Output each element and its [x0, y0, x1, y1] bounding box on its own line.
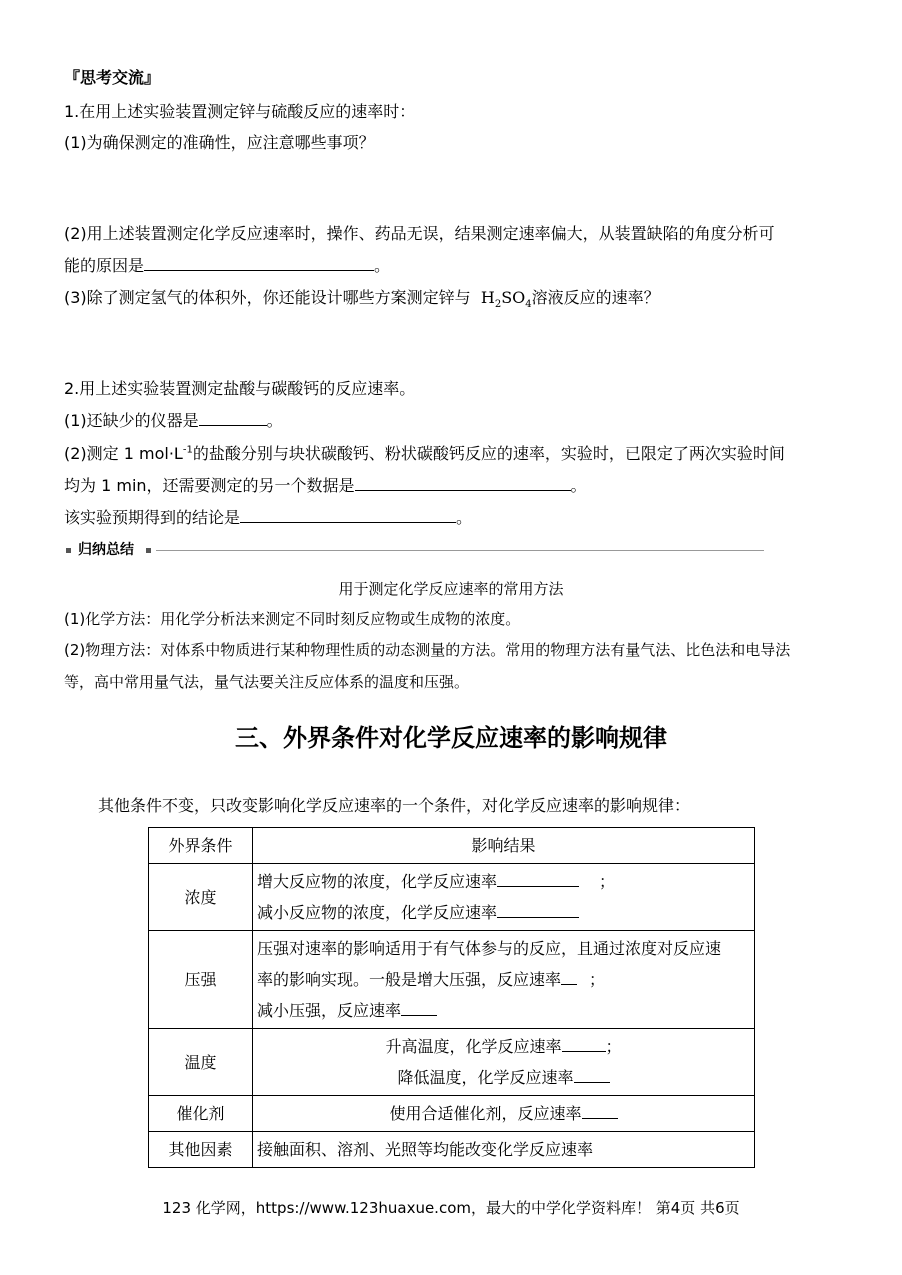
- pressure-line-3: 减小压强，反应速率: [257, 1001, 402, 1020]
- period: 。: [266, 411, 283, 430]
- answer-blank[interactable]: [497, 901, 579, 918]
- answer-blank[interactable]: [497, 870, 579, 887]
- square-bullet-icon: [146, 548, 151, 553]
- question-2-2-line2: [64, 474, 587, 498]
- semicolon: ；: [605, 1037, 622, 1056]
- summary-title: 用于测定化学反应速率的常用方法: [338, 580, 564, 598]
- page-footer: 123 化学网，https://www.123huaxue.com，最大的中学化学资料库！ 第4页 共6页: [162, 1199, 740, 1217]
- summary-point-1: (1)化学方法：用化学分析法来测定不同时刻反应物或生成物的浓度。: [64, 610, 521, 628]
- row-label-pressure: 压强: [149, 931, 253, 1029]
- period: 。: [570, 476, 587, 495]
- h2so4-formula: $H_2SO_4$: [475, 288, 532, 311]
- conditions-table: [148, 827, 755, 1168]
- answer-blank[interactable]: [562, 1035, 606, 1052]
- square-bullet-icon: [66, 548, 71, 553]
- summary-point-2-line1: (2)物理方法：对体系中物质进行某种物理性质的动态测量的方法。常用的物理方法有量气法、比色法和电导法: [64, 641, 791, 659]
- question-1-2-text: 能的原因是: [64, 256, 145, 275]
- row-label-catalyst: 催化剂: [149, 1096, 253, 1132]
- row-result-catalyst: [253, 1096, 755, 1132]
- question-2-2-pre: (2)测定 1 mol·L: [64, 444, 183, 463]
- answer-blank[interactable]: [582, 1102, 618, 1119]
- row-label-concentration: 浓度: [149, 864, 253, 931]
- period: 。: [456, 508, 473, 527]
- row-result-concentration: [253, 864, 755, 931]
- table-header-row: [149, 828, 755, 864]
- question-2-2-line1: [64, 442, 785, 466]
- conclusion-text: 该实验预期得到的结论是: [64, 508, 241, 527]
- question-2-2-post: 的盐酸分别与块状碳酸钙、粉状碳酸钙反应的速率，实验时，已限定了两次实验时间: [192, 444, 785, 463]
- table-row: [149, 1096, 755, 1132]
- question-1-3-pre: (3)除了测定氢气的体积外，你还能设计哪些方案测定锌与: [64, 288, 471, 307]
- answer-blank[interactable]: [240, 506, 456, 523]
- table-row: [149, 864, 755, 931]
- question-1-3: [64, 286, 660, 310]
- think-header: 『思考交流』: [64, 68, 161, 87]
- table-row: [149, 931, 755, 1029]
- unit-exponent: -1: [182, 444, 193, 456]
- semicolon: ；: [599, 872, 616, 891]
- question-1: 1.在用上述实验装置测定锌与硫酸反应的速率时：: [64, 102, 416, 121]
- row-result-pressure: [253, 931, 755, 1029]
- question-2: 2.用上述实验装置测定盐酸与碳酸钙的反应速率。: [64, 379, 416, 398]
- row-label-other: 其他因素: [149, 1132, 253, 1168]
- answer-blank[interactable]: [574, 1066, 610, 1083]
- summary-label: 归纳总结: [78, 542, 134, 558]
- pressure-line-1: 压强对速率的影响适用于有气体参与的反应，且通过浓度对反应速: [257, 939, 722, 958]
- section-heading: 三、外界条件对化学反应速率的影响规律: [235, 723, 667, 752]
- summary-point-2-line2: 等，高中常用量气法，量气法要关注反应体系的温度和压强。: [64, 673, 470, 691]
- header-condition: 外界条件: [149, 828, 253, 864]
- row-result-other: 接触面积、溶剂、光照等均能改变化学反应速率: [253, 1132, 755, 1168]
- temperature-line-1: 升高温度，化学反应速率: [385, 1037, 562, 1056]
- table-row: [149, 1029, 755, 1096]
- table-row: [149, 1132, 755, 1168]
- header-result: 影响结果: [253, 828, 755, 864]
- answer-blank[interactable]: [561, 968, 577, 985]
- question-2-1-text: (1)还缺少的仪器是: [64, 411, 199, 430]
- catalyst-line-1: 使用合适催化剂，反应速率: [389, 1104, 582, 1123]
- answer-blank[interactable]: [199, 409, 267, 426]
- answer-blank[interactable]: [355, 474, 571, 491]
- question-2-conclusion: [64, 506, 472, 530]
- answer-blank[interactable]: [401, 999, 437, 1016]
- question-1-3-post: 溶液反应的速率？: [531, 288, 660, 307]
- row-label-temperature: 温度: [149, 1029, 253, 1096]
- section-intro: 其他条件不变，只改变影响化学反应速率的一个条件，对化学反应速率的影响规律：: [98, 796, 691, 815]
- answer-blank[interactable]: [144, 254, 374, 271]
- temperature-line-2: 降低温度，化学反应速率: [397, 1068, 574, 1087]
- concentration-line-2: 减小反应物的浓度，化学反应速率: [257, 903, 498, 922]
- question-2-2-text: 均为 1 min，还需要测定的另一个数据是: [64, 476, 355, 495]
- question-1-2-line1: (2)用上述装置测定化学反应速率时，操作、药品无误，结果测定速率偏大，从装置缺陷的角度分析可: [64, 224, 775, 243]
- pressure-line-2: 率的影响实现。一般是增大压强，反应速率: [257, 970, 562, 989]
- concentration-line-1: 增大反应物的浓度，化学反应速率: [257, 872, 498, 891]
- summary-bar: [64, 540, 704, 560]
- question-1-2-line2: [64, 254, 390, 278]
- period: 。: [374, 256, 391, 275]
- semicolon: ；: [589, 970, 606, 989]
- divider: [156, 550, 764, 551]
- question-2-1: [64, 409, 283, 433]
- question-1-1: (1)为确保测定的准确性，应注意哪些事项？: [64, 133, 375, 152]
- row-result-temperature: [253, 1029, 755, 1096]
